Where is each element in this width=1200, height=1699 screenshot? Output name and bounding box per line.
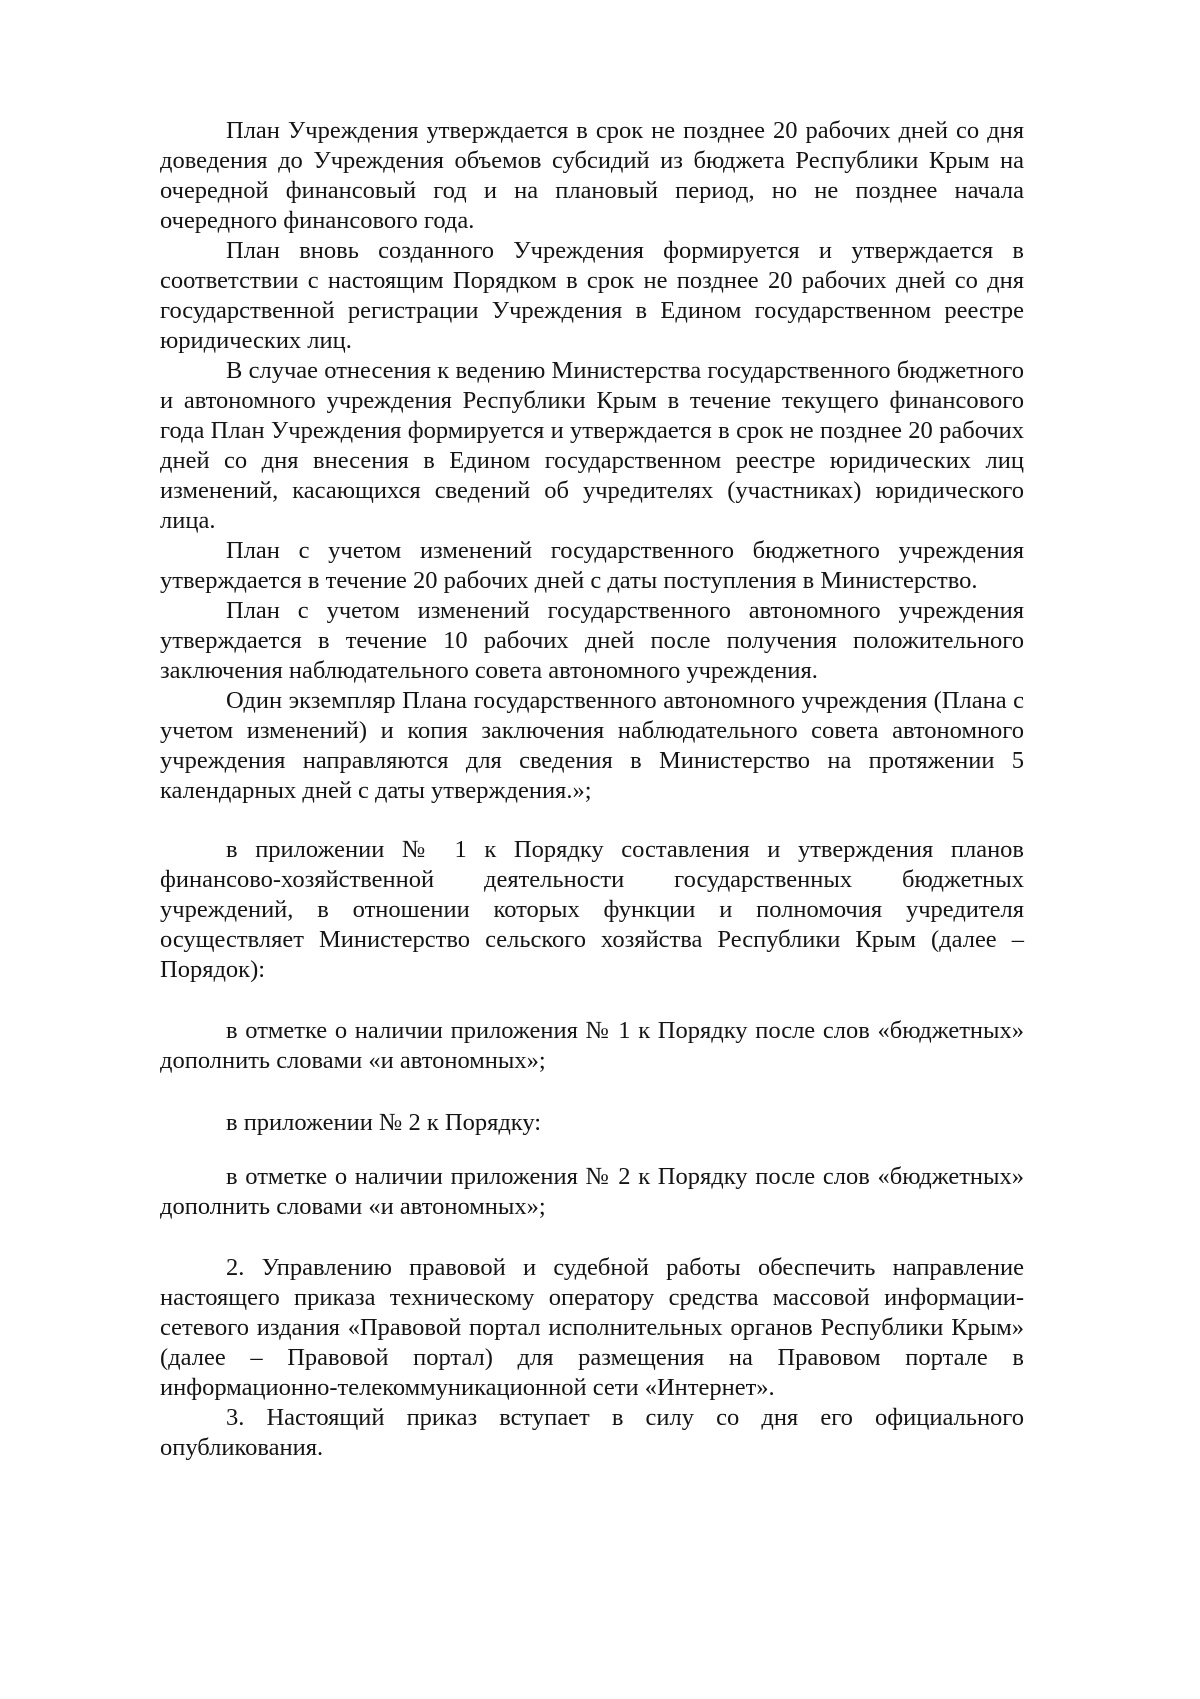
paragraph-appendix-2-heading: в приложении № 2 к Порядку:: [226, 1109, 542, 1136]
paragraph-budget-institution-changes: План с учетом изменений государственного бюджетного учреждения утверждается в течение 20 рабочих дней с даты поступления в Министерство.: [160, 537, 1024, 594]
paragraph-plan-approval-deadline: План Учреждения утверждается в срок не позднее 20 рабочих дней со дня доведения до Учреждения объемов субсидий из бюджета Республики Крым на очередной финансовый год и на плановый период, но не позднее начала очередного финансового года.: [160, 117, 1024, 234]
text-section-2: [160, 835, 1024, 985]
paragraph-autonomous-institution-changes: План с учетом изменений государственного автономного учреждения утверждается в течение 10 рабочих дней после получения положительного заключения наблюдательного совета автономного учреждения.: [160, 597, 1024, 684]
paragraph-entry-into-force: 3. Настоящий приказ вступает в силу со дня его официального опубликования.: [160, 1404, 1024, 1461]
text-section-6: [160, 1253, 1024, 1463]
paragraph-legal-department-order: 2. Управлению правовой и судебной работы обеспечить направление настоящего приказа техническому оператору средства массовой информации-сетевого издания «Правовой портал исполнительных органов Республики Крым» (далее – Правовой портал) для размещения на Правовом портале в информационно-телекоммуникационной сети «Интернет».: [160, 1254, 1024, 1401]
paragraph-plan-copy-submission: Один экземпляр Плана государственного автономного учреждения (Плана с учетом изменений) и копия заключения наблюдательного совета автономного учреждения направляются для сведения в Министерство на протяжении 5 календарных дней с даты утверждения.»;: [160, 687, 1024, 804]
paragraph-appendix-1-amendment: в отметке о наличии приложения № 1 к Порядку после слов «бюджетных» дополнить словами «и автономных»;: [160, 1017, 1024, 1074]
text-section-1: [160, 116, 1024, 806]
paragraph-new-institution-plan: План вновь созданного Учреждения формируется и утверждается в соответствии с настоящим Порядком в срок не позднее 20 рабочих дней со дня государственной регистрации Учреждения в Едином государственном реестре юридических лиц.: [160, 237, 1024, 354]
paragraph-transfer-to-ministry: В случае отнесения к ведению Министерства государственного бюджетного и автономного учреждения Республики Крым в течение текущего финансового года План Учреждения формируется и утверждается в срок не позднее 20 рабочих дней со дня внесения в Едином государственном реестре юридических лиц изменений, касающихся сведений об учредителях (участниках) юридического лица.: [160, 357, 1024, 534]
text-section-4: [160, 1108, 1024, 1138]
paragraph-appendix-1-heading: в приложении № 1 к Порядку составления и утверждения планов финансово-хозяйственной деятельности государственных бюджетных учреждений, в отношении которых функции и полномочия учредителя осуществляет Министерство сельского хозяйства Республики Крым (далее – Порядок):: [160, 836, 1024, 983]
text-section-3: [160, 1016, 1024, 1076]
text-section-5: [160, 1162, 1024, 1222]
paragraph-appendix-2-amendment: в отметке о наличии приложения № 2 к Порядку после слов «бюджетных» дополнить словами «и автономных»;: [160, 1163, 1024, 1220]
